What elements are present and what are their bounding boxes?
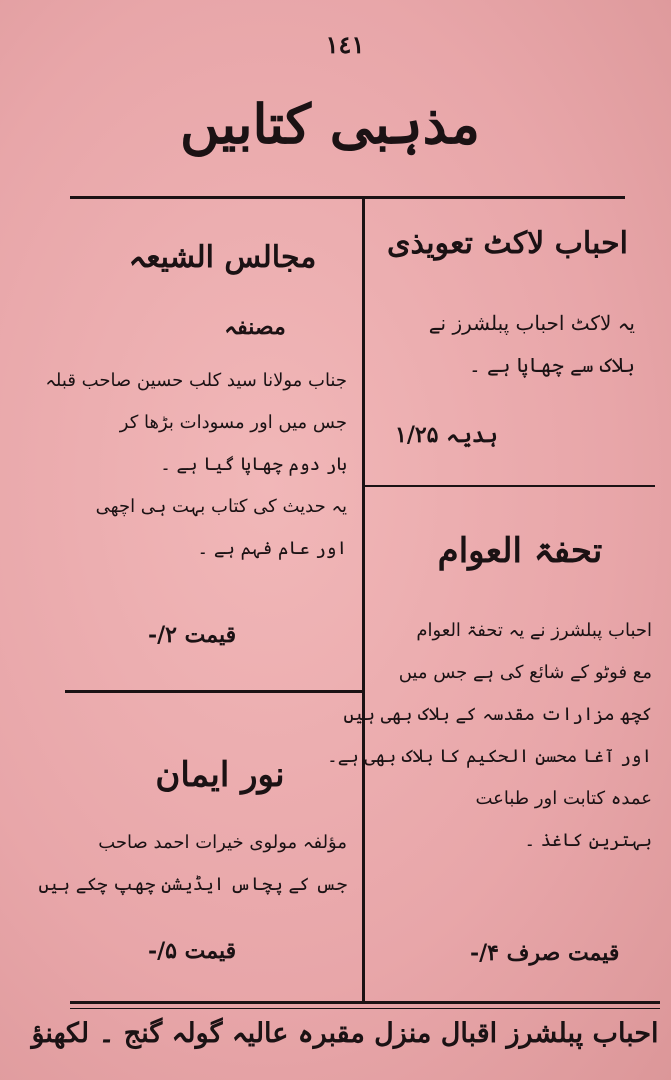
tohfa-heading: تحفۃ العوام <box>437 531 603 571</box>
tohfa-description <box>327 610 652 862</box>
page-number: ١٤١ <box>325 30 365 59</box>
tohfa-line: کچھ مزارات مقدسہ کے بلاک بھی ہیں <box>343 704 652 725</box>
page-title: مذہبی کتابیں <box>180 92 480 156</box>
tohfa-line: احباب پبلشرز نے یہ تحفۃ العوام <box>416 620 652 641</box>
majalis-line: اور عام فہم ہے ۔ <box>197 538 347 559</box>
noor-iman-line: مؤلفہ مولوی خیرات احمد صاحب <box>98 832 347 853</box>
locket-line: یہ لاکٹ احباب پبلشرز نے <box>428 311 635 335</box>
column-divider <box>362 196 365 1001</box>
bottom-divider-lower <box>70 1008 660 1009</box>
majalis-author-label: مصنفہ <box>224 314 286 340</box>
noor-iman-price: قیمت ۵/- <box>148 938 237 964</box>
majalis-line: جس میں اور مسودات بڑھا کر <box>119 412 347 433</box>
locket-description <box>375 302 635 386</box>
majalis-line: یہ حدیث کی کتاب بہت ہی اچھی <box>95 496 347 517</box>
noor-iman-line: جس کے پچاس ایڈیشن چھپ چکے ہیں <box>38 874 347 895</box>
publisher-address: احباب پبلشرز اقبال منزل مقبرہ عالیہ گولہ گنج ۔ لکھنؤ <box>31 1018 659 1049</box>
majalis-heading: مجالس الشیعہ <box>128 240 317 275</box>
left-section-divider <box>65 690 362 693</box>
bottom-divider <box>70 1001 660 1004</box>
locket-line: بلاک سے چھاپا ہے ۔ <box>468 353 635 377</box>
majalis-description <box>45 360 347 570</box>
tohfa-line: بہترین کاغذ ۔ <box>524 830 652 851</box>
top-divider <box>70 196 625 199</box>
right-section-divider <box>365 485 655 487</box>
locket-price: ہدیہ ۱/۲۵ <box>395 422 498 448</box>
majalis-line: جناب مولانا سید کلب حسین صاحب قبلہ <box>45 370 347 391</box>
majalis-line: بار دوم چھاپا گیا ہے ۔ <box>160 454 347 475</box>
tohfa-line: مع فوٹو کے شائع کی ہے جس میں <box>398 662 652 683</box>
tohfa-line: عمدہ کتابت اور طباعت <box>475 788 652 809</box>
locket-heading: احباب لاکٹ تعویذی <box>387 226 628 261</box>
noor-iman-heading: نور ایمان <box>155 755 285 795</box>
noor-iman-description <box>38 822 347 906</box>
tohfa-line: اور آغا محسن الحکیم کا بلاک بھی ہے۔ <box>327 746 652 767</box>
majalis-price: قیمت ۲/- <box>148 622 237 648</box>
tohfa-price: قیمت صرف ۴/- <box>470 940 620 966</box>
